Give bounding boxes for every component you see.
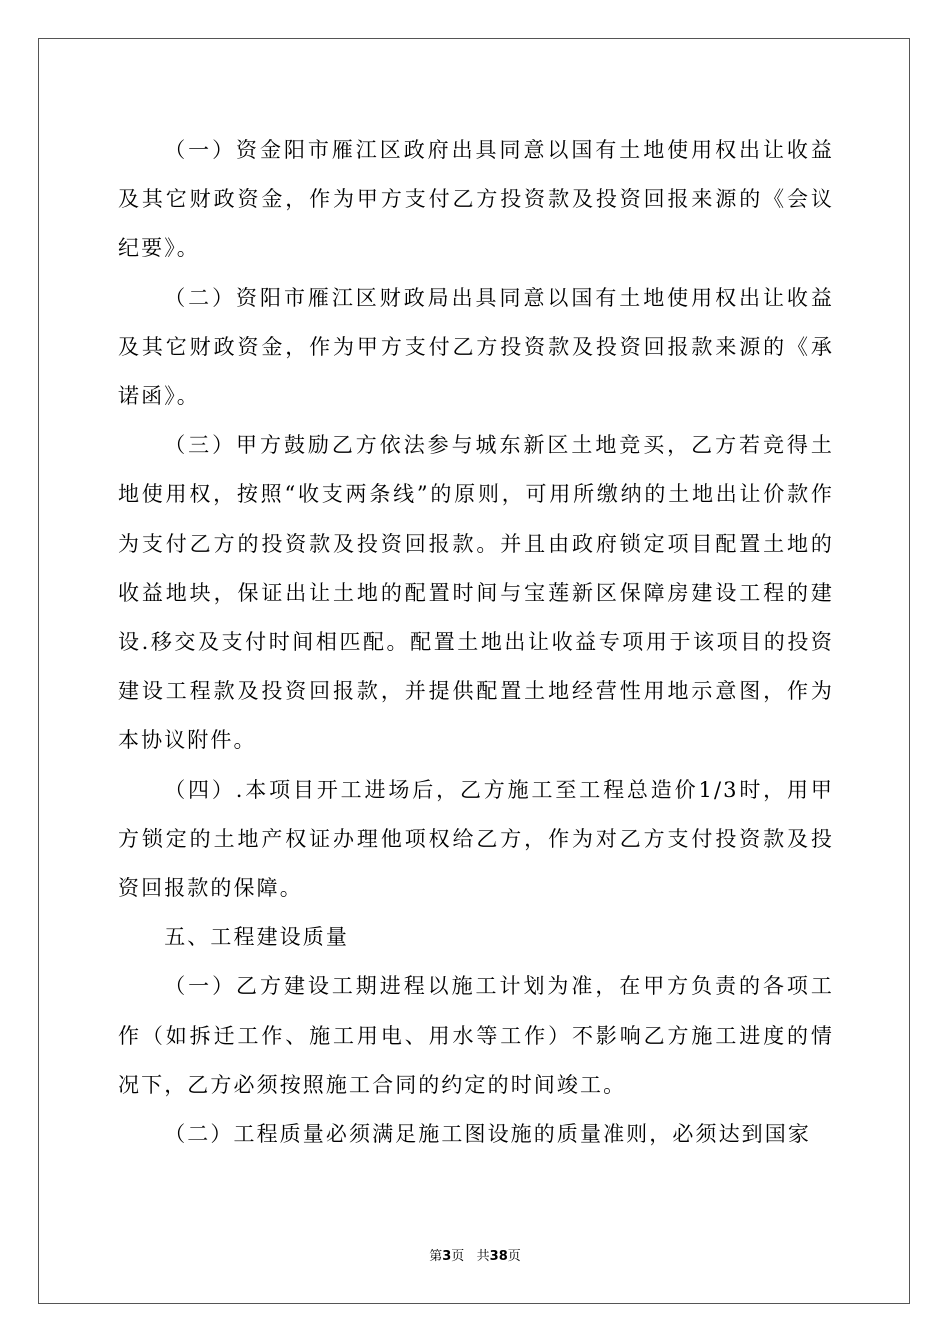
section-heading: 五、工程建设质量 [164,925,349,950]
paragraph-6: （二）工程质量必须满足施工图设施的质量准则，必须达到国家 [164,1122,811,1147]
footer-mid: 页 共 [451,1249,490,1264]
footer-total-pages: 38 [489,1249,508,1264]
footer-suffix: 页 [507,1249,521,1264]
paragraph-1: （一）资金阳市雁江区政府出具同意以国有土地使用权出让收益及其它财政资金，作为甲方支付乙方投资款及投资回报来源的《会议纪要》。 [118,138,834,261]
footer-prefix: 第 [429,1249,443,1264]
paragraph-4: （四）.本项目开工进场后，乙方施工至工程总造价1/3时，用甲方锁定的土地产权证办理他项权给乙方，作为对乙方支付投资款及投资回报款的保障。 [118,777,834,901]
paragraph-5: （一）乙方建设工期进程以施工计划为准，在甲方负责的各项工作（如拆迁工作、施工用电、用水等工作）不影响乙方施工进度的情况下，乙方必须按照施工合同的约定的时间竣工。 [118,974,834,1097]
paragraph-2: （二）资阳市雁江区财政局出具同意以国有土地使用权出让收益及其它财政资金，作为甲方支付乙方投资款及投资回报款来源的《承诺函》。 [118,285,834,409]
footer-page-number: 3 [442,1249,452,1264]
page-footer [0,1245,950,1264]
paragraph-3: （三）甲方鼓励乙方依法参与城东新区土地竞买，乙方若竞得土地使用权，按照“收支两条线”的原则，可用所缴纳的土地出让价款作为支付乙方的投资款及投资回报款。并且由政府锁定项目配置土地的收益地块，保证出让土地的配置时间与宝莲新区保障房建设工程的建设.移交及支付时间相匹配。配置土地出让收益专项用于该项目的投资建设工程款及投资回报款，并提供配置土地经营性用地示意图，作为本协议附件。 [118,433,834,753]
document-body [118,126,834,1159]
